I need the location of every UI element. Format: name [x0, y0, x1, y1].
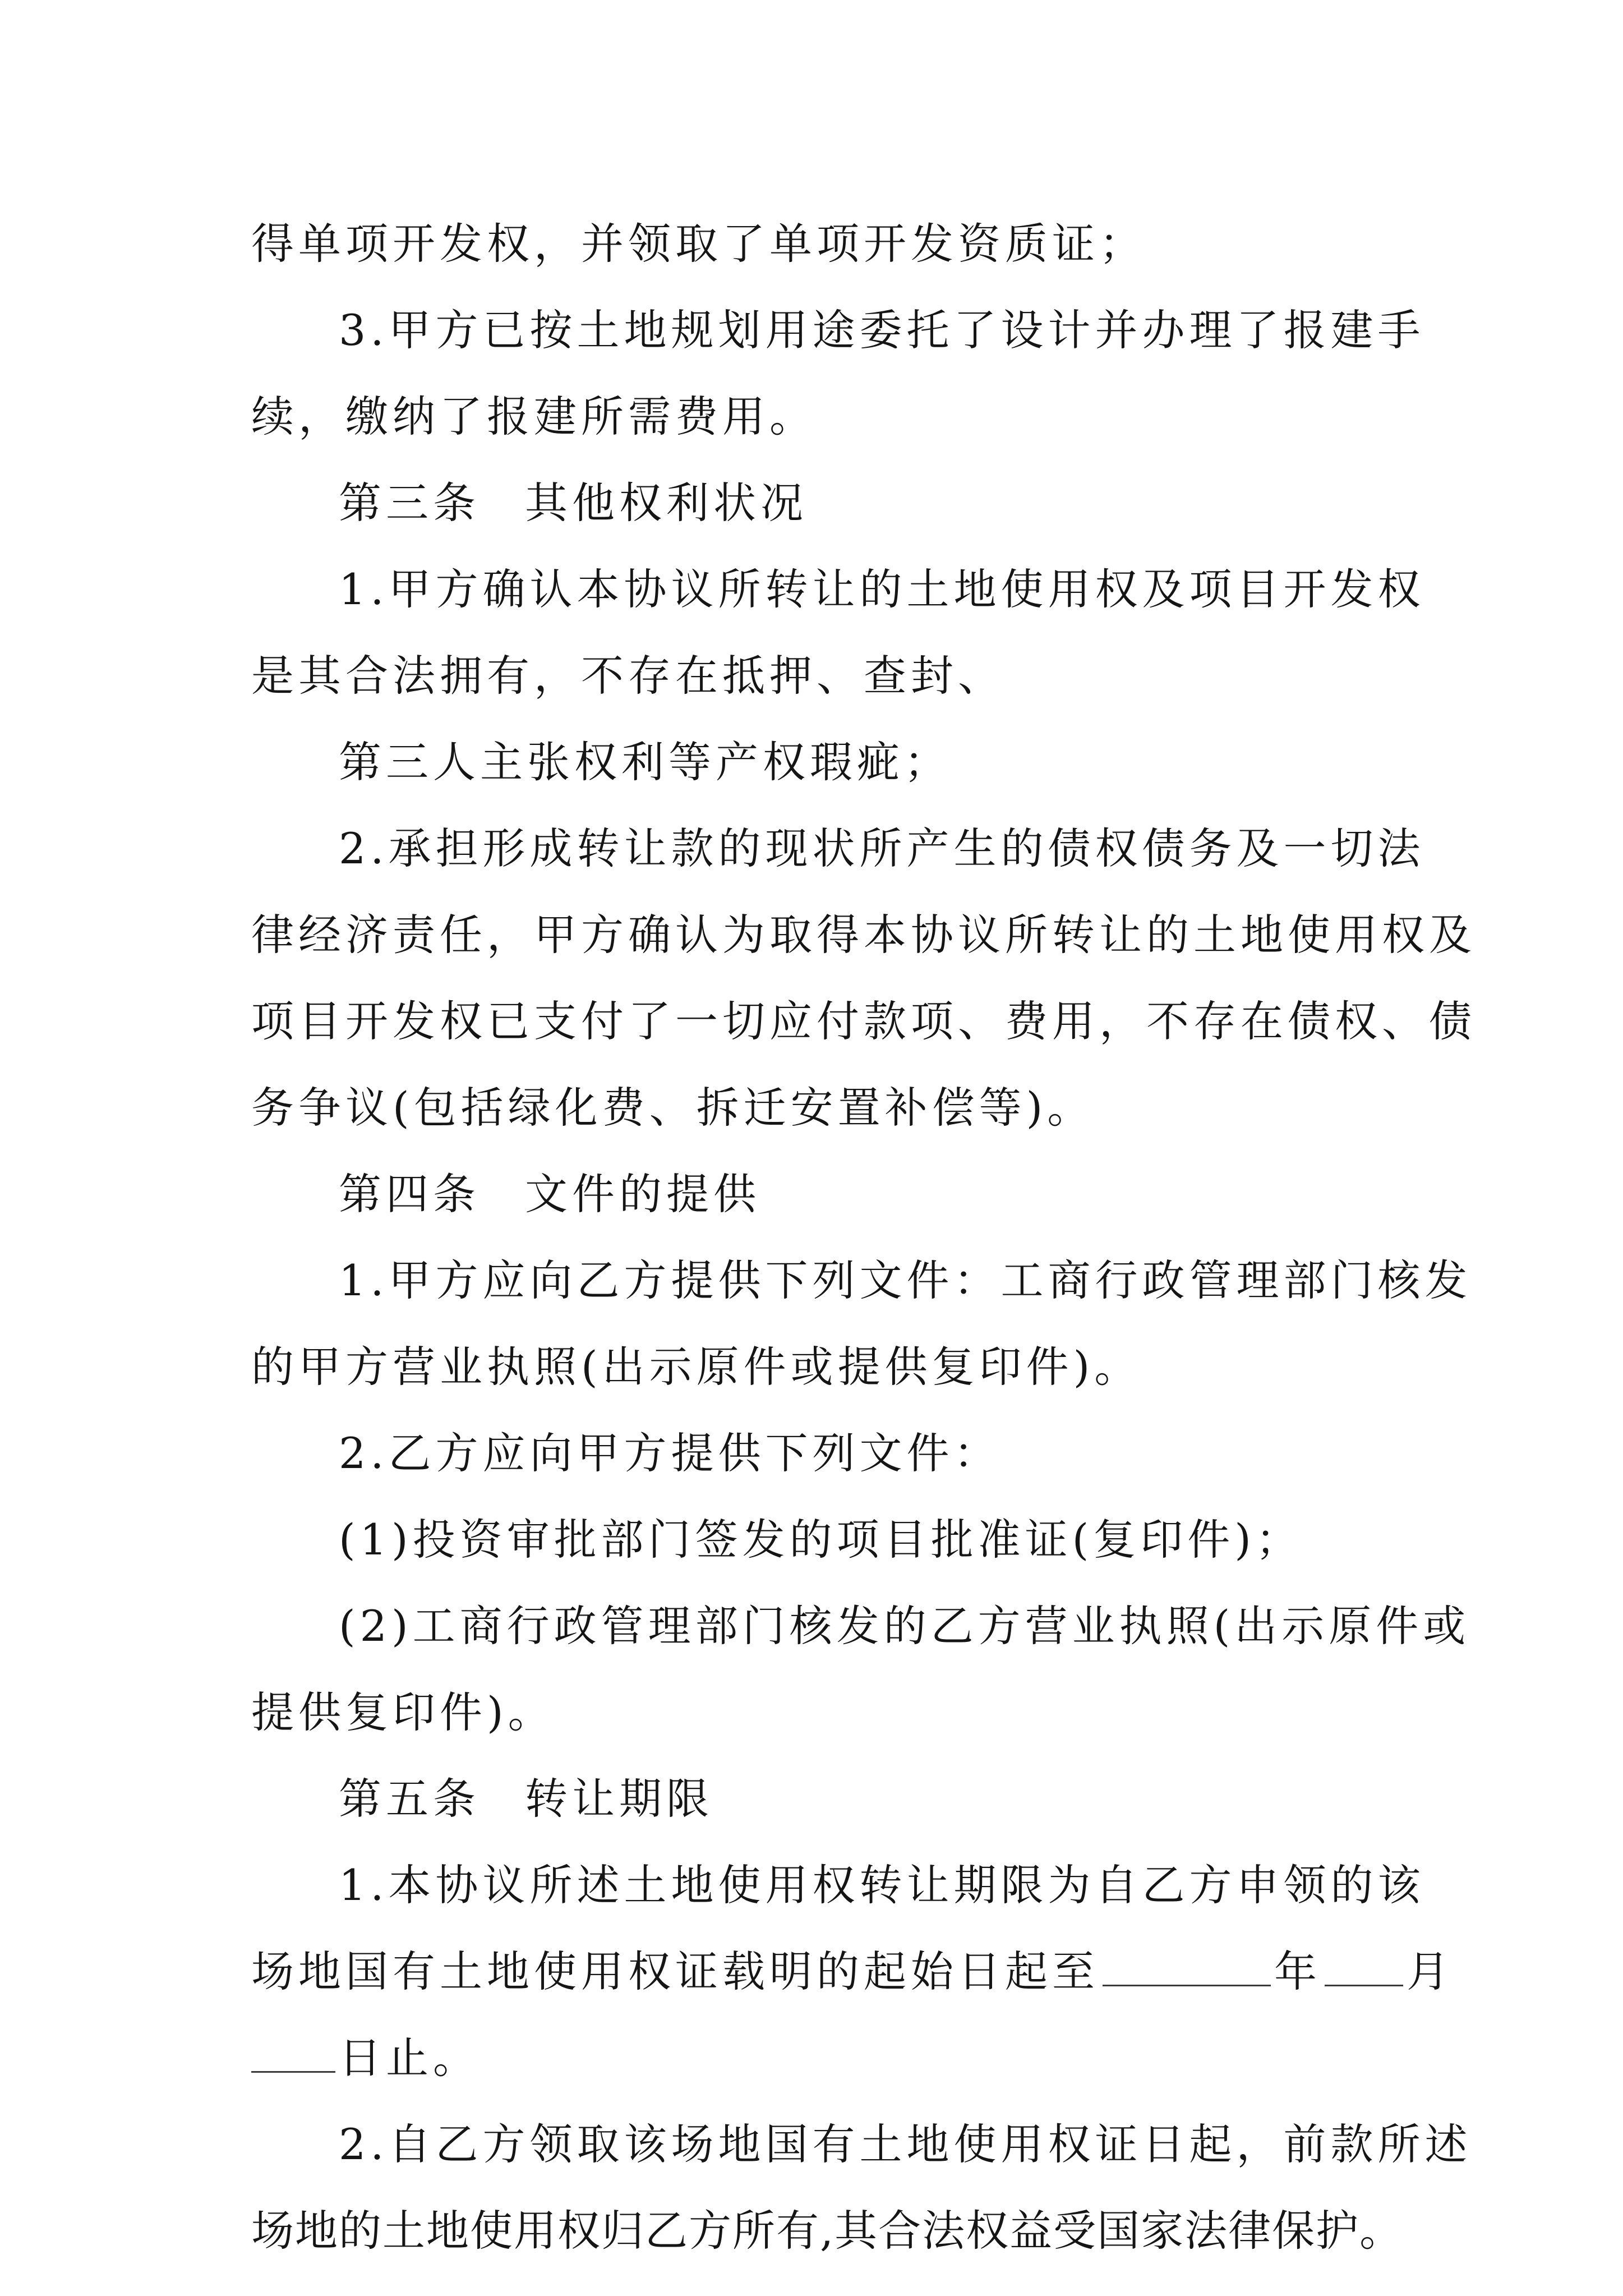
day-blank [251, 2037, 335, 2073]
article-number: 第五条 [339, 1774, 480, 1824]
article-heading-5 [251, 1756, 1372, 1842]
paragraph-line: 务争议(包括绿化费、拆迁安置补偿等)。 [251, 1083, 1095, 1133]
article-number: 第三条 [339, 478, 480, 528]
paragraph-line: 提供复印件)。 [251, 1687, 555, 1737]
paragraph-line: 1.本协议所述土地使用权转让期限为自乙方申领的该 [339, 1860, 1425, 1910]
paragraph-line: 的甲方营业执照(出示原件或提供复印件)。 [251, 1342, 1142, 1392]
year-blank [1103, 1951, 1271, 1986]
month-blank [1325, 1951, 1403, 1986]
paragraph-line: 1.甲方确认本协议所转让的土地使用权及项目开发权 [339, 564, 1425, 614]
paragraph-line: 得单项开发权，并领取了单项开发资质证； [251, 219, 1146, 269]
year-label: 年 [1274, 1947, 1321, 1996]
article-heading-4 [251, 1151, 1372, 1237]
paragraph-line: 1.甲方应向乙方提供下列文件：工商行政管理部门核发 [339, 1255, 1472, 1305]
month-label: 月 [1407, 1947, 1454, 1996]
paragraph-line: 第三人主张权利等产权瑕疵； [339, 737, 951, 787]
article-title: 转让期限 [525, 1774, 713, 1824]
article-title: 其他权利状况 [525, 478, 808, 528]
document-body [251, 201, 1476, 2274]
article-title: 文件的提供 [525, 1169, 760, 1219]
paragraph-line: (2)工商行政管理部门核发的乙方营业执照(出示原件或 [339, 1601, 1470, 1651]
paragraph-line: 3.甲方已按土地规划用途委托了设计并办理了报建手 [339, 305, 1425, 355]
term-date-line [251, 1929, 1454, 2015]
paragraph-line: 场地的土地使用权归乙方所有,其合法权益受国家法律保护。 [251, 2206, 1404, 2256]
paragraph-line: 项目开发权已支付了一切应付款项、费用，不存在债权、债 [251, 996, 1476, 1046]
paragraph-line: 2.乙方应向甲方提供下列文件： [339, 1428, 1001, 1478]
paragraph-line: 2.承担形成转让款的现状所产生的债权债务及一切法 [339, 823, 1425, 873]
term-day-line [251, 2015, 1372, 2101]
article-number: 第四条 [339, 1169, 480, 1219]
day-suffix: 日止。 [339, 2033, 480, 2083]
paragraph-line: (1)投资审批部门签发的项目批准证(复印件)； [339, 1515, 1303, 1565]
paragraph-line: 是其合法拥有，不存在抵押、查封、 [251, 651, 1005, 701]
paragraph-line: 律经济责任，甲方确认为取得本协议所转让的土地使用权及 [251, 910, 1476, 960]
term-prefix: 场地国有土地使用权证载明的起始日起至 [251, 1947, 1099, 1996]
paragraph-line: 续，缴纳了报建所需费用。 [251, 392, 817, 441]
article-heading-3 [251, 460, 1372, 546]
paragraph-line: 2.自乙方领取该场地国有土地使用权证日起，前款所述 [339, 2119, 1472, 2169]
